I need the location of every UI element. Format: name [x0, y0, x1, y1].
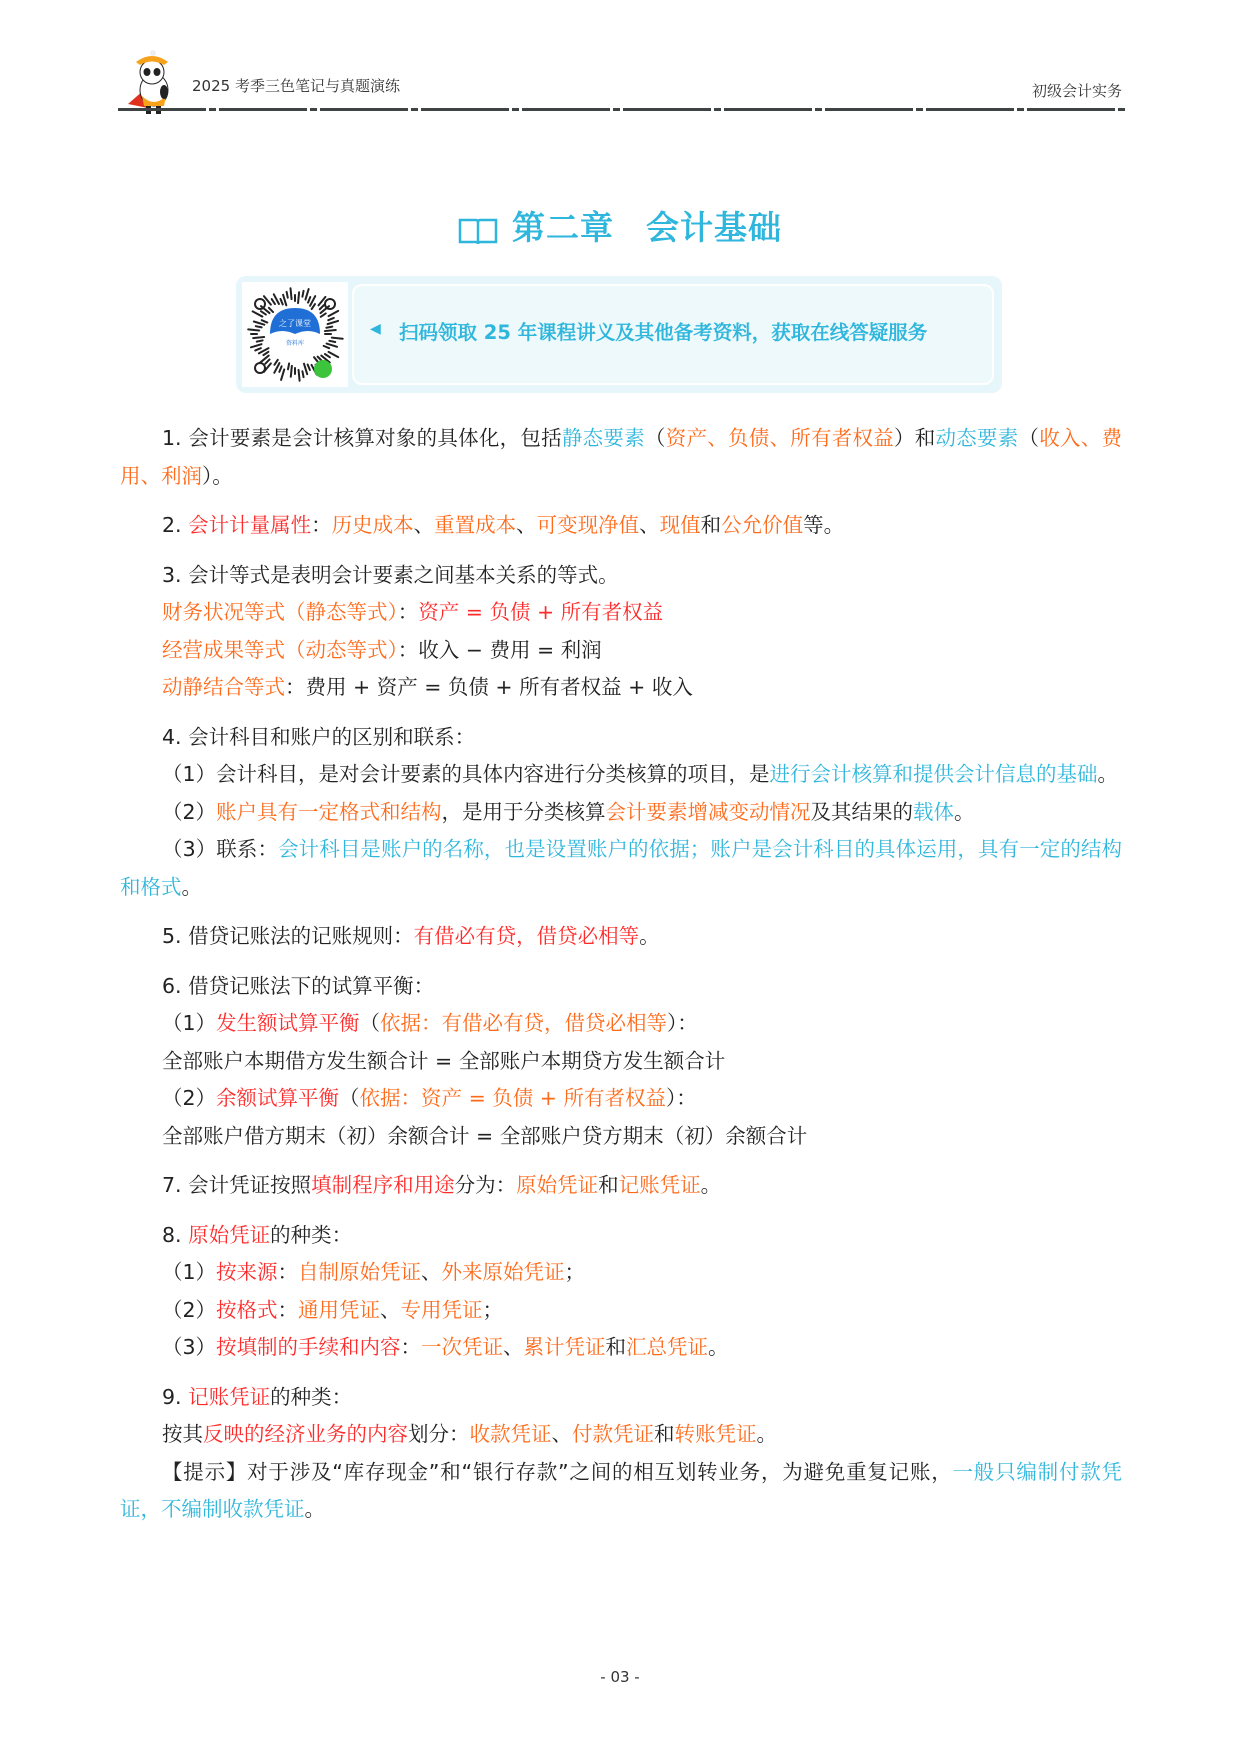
highlight-blue: 一般只编制付款凭证，不编制收款凭证 — [120, 1459, 1122, 1521]
paragraph — [120, 669, 1122, 707]
paragraph — [120, 1217, 1122, 1255]
text-segment: 。 — [700, 1173, 722, 1197]
paragraph — [120, 1329, 1122, 1367]
highlight-orange: 一次凭证 — [421, 1335, 504, 1359]
text-segment: （ — [1018, 426, 1040, 450]
qr-brand-label: 之了课堂 — [279, 319, 311, 328]
text-segment: 及其结果的 — [810, 799, 914, 824]
text-segment: 。 — [1097, 762, 1119, 786]
text-segment: ）： — [667, 1011, 698, 1035]
text-segment: 的种类： — [270, 1384, 353, 1409]
highlight-red: 会计计量属性 — [188, 513, 312, 537]
highlight-orange: 外来原始凭证 — [441, 1260, 565, 1284]
highlight-orange: 账户具有一定格式和结构 — [216, 799, 442, 824]
paragraph — [120, 794, 1122, 832]
highlight-orange: 自制原始凭证 — [298, 1260, 422, 1284]
arrow-left-icon: ◀ — [370, 321, 381, 337]
highlight-orange: 专用凭证 — [400, 1297, 483, 1322]
highlight-red: 反映的经济业务的内容 — [203, 1422, 408, 1446]
text-segment: 。 — [954, 799, 975, 824]
paragraph — [120, 756, 1122, 794]
open-book-icon — [458, 217, 498, 245]
text-segment: 【提示】对于涉及“库存现金”和“银行存款”之间的相互划转业务，为避免重复记账， — [162, 1459, 953, 1484]
text-segment: （2） — [162, 1297, 217, 1322]
text-segment: 9. — [162, 1384, 189, 1409]
text-segment: （2） — [162, 1086, 217, 1110]
text-segment: 、 — [516, 513, 537, 537]
highlight-orange: 重置成本 — [434, 513, 517, 537]
paragraph — [120, 1292, 1122, 1330]
text-segment: （1）会计科目，是对会计要素的具体内容进行分类核算的项目，是 — [162, 762, 770, 786]
header-divider — [118, 108, 1127, 111]
highlight-orange: 累计凭证 — [523, 1335, 606, 1359]
paragraph — [120, 1254, 1122, 1292]
highlight-orange: 付款凭证 — [572, 1422, 654, 1446]
highlight-blue: 静态要素 — [561, 426, 645, 450]
paragraph — [120, 1167, 1122, 1205]
paragraph — [120, 968, 1122, 1006]
highlight-red: 记账凭证 — [188, 1384, 271, 1409]
text-segment: 和 — [654, 1422, 675, 1446]
text-segment: ：收入 − 费用 = 利润 — [397, 637, 602, 662]
text-segment: 分为： — [454, 1173, 517, 1197]
highlight-orange: 现值 — [659, 513, 701, 537]
text-segment: 4. 会计科目和账户的区别和联系： — [162, 724, 476, 749]
highlight-blue: 动态要素 — [935, 426, 1019, 450]
text-segment: ： — [277, 1260, 299, 1284]
text-segment: ： — [400, 1335, 422, 1359]
highlight-red: 按填制的手续和内容 — [216, 1335, 401, 1359]
highlight-orange: 公允价值 — [721, 513, 804, 537]
text-segment: （ — [644, 426, 666, 450]
highlight-orange: 资产、负债、所有者权益 — [665, 426, 894, 450]
page-number: - 03 - — [600, 1668, 640, 1686]
highlight-orange: 收入、费用、利润 — [120, 426, 1123, 488]
text-segment: 7. 会计凭证按照 — [162, 1173, 312, 1197]
highlight-red: 填制程序和用途 — [311, 1173, 455, 1197]
paragraph — [120, 1080, 1122, 1118]
paragraph — [120, 918, 1122, 956]
highlight-orange: 收款凭证 — [469, 1422, 552, 1446]
text-segment: ）： — [665, 1086, 697, 1110]
text-segment: 等。 — [803, 513, 845, 537]
text-segment: ：费用 + 资产 = 负债 + 所有者权益 + 收入 — [285, 675, 693, 699]
text-segment: ）。 — [202, 463, 233, 488]
text-segment: 。 — [756, 1422, 777, 1446]
text-segment: 、 — [551, 1422, 572, 1446]
text-segment: 。 — [181, 874, 202, 899]
highlight-orange: 记账凭证 — [618, 1173, 701, 1197]
highlight-blue: 进行会计核算和提供会计信息的基础 — [769, 762, 1098, 786]
highlight-red: 原始凭证 — [188, 1222, 271, 1247]
highlight-red: 按格式 — [216, 1297, 278, 1322]
qr-promo-banner[interactable] — [236, 276, 1002, 393]
highlight-orange: 动静结合等式 — [162, 675, 285, 699]
highlight-orange: 汇总凭证 — [626, 1335, 709, 1359]
text-segment: 和 — [700, 513, 722, 537]
text-segment: 。 — [639, 924, 660, 948]
text-segment: （ — [339, 1086, 360, 1110]
paragraph — [120, 1454, 1122, 1529]
highlight-orange: 会计要素增减变动情况 — [605, 799, 811, 824]
text-segment: 。 — [304, 1497, 325, 1521]
text-segment: ； — [482, 1297, 504, 1322]
highlight-blue: 会计科目是账户的名称，也是设置账户的依据；账户是会计科目的具体运用，具有一定的结构和格式 — [120, 837, 1122, 899]
qr-code[interactable] — [242, 282, 348, 387]
highlight-red: 有借必有贷，借贷必相等 — [413, 924, 640, 948]
paragraph — [120, 1005, 1122, 1043]
paragraph — [120, 1379, 1122, 1417]
text-segment: 全部账户本期借方发生额合计 = 全部账户本期贷方发生额合计 — [162, 1048, 726, 1073]
text-segment: 按其 — [162, 1422, 203, 1446]
chapter-name: 会计基础 — [646, 208, 782, 247]
text-segment: 1. 会计要素是会计核算对象的具体化，包括 — [162, 426, 562, 450]
highlight-orange: 财务状况等式（静态等式） — [162, 600, 398, 624]
text-segment: （2） — [162, 799, 217, 824]
paragraph — [120, 1118, 1122, 1156]
text-segment: 、 — [639, 513, 660, 537]
paragraph — [120, 1416, 1122, 1454]
banner-text: 扫码领取 25 年课程讲义及其他备考资料，获取在线答疑服务 — [399, 321, 928, 344]
paragraph — [120, 420, 1122, 495]
highlight-orange: 可变现净值 — [536, 513, 640, 537]
highlight-orange: 通用凭证 — [298, 1297, 381, 1322]
highlight-orange: 原始凭证 — [516, 1173, 599, 1197]
text-segment: ： — [311, 513, 332, 537]
text-segment: 、 — [503, 1335, 524, 1359]
text-segment: 8. — [162, 1222, 189, 1247]
text-segment: 和 — [605, 1335, 627, 1359]
text-segment: ； — [564, 1260, 586, 1284]
chapter-number: 第二章 — [512, 208, 614, 247]
text-segment: （3）联系： — [162, 837, 279, 861]
subject-title: 初级会计实务 — [1031, 82, 1122, 100]
text-segment: 3. 会计等式是表明会计要素之间基本关系的等式。 — [162, 562, 619, 587]
highlight-blue: 载体 — [913, 799, 955, 824]
highlight-orange: 经营成果等式（动态等式） — [162, 637, 398, 662]
paragraph — [120, 594, 1122, 632]
paragraph — [120, 719, 1122, 757]
text-segment: ： — [277, 1297, 299, 1322]
paragraph — [120, 557, 1122, 595]
text-segment: （1） — [162, 1260, 217, 1284]
text-segment: 、 — [421, 1260, 442, 1284]
text-segment: （3） — [162, 1335, 217, 1359]
text-segment: 的种类： — [270, 1222, 353, 1247]
paragraph — [120, 1043, 1122, 1081]
highlight-red: 发生额试算平衡 — [216, 1011, 360, 1035]
qr-sub-label: 资料库 — [285, 340, 305, 347]
text-segment: （ — [359, 1011, 381, 1035]
highlight-red: 按来源 — [216, 1260, 278, 1284]
text-segment: （1） — [162, 1011, 217, 1035]
text-segment: 6. 借贷记账法下的试算平衡： — [162, 973, 435, 998]
chapter-title — [0, 202, 1240, 249]
paragraph — [120, 831, 1122, 906]
paragraph — [120, 507, 1122, 545]
text-segment: ： — [397, 600, 419, 624]
book-series-title: 2025 考季三色笔记与真题演练 — [192, 77, 400, 95]
highlight-orange: 历史成本 — [331, 513, 414, 537]
text-segment: ，是用于分类核算 — [441, 799, 606, 824]
highlight-red: 余额试算平衡 — [216, 1086, 340, 1110]
text-segment: 。 — [708, 1335, 729, 1359]
text-segment: 5. 借贷记账法的记账规则： — [162, 924, 414, 948]
text-segment: ）和 — [893, 426, 936, 450]
paragraph — [120, 632, 1122, 670]
text-segment: 、 — [413, 513, 435, 537]
text-segment: 和 — [598, 1173, 619, 1197]
qr-code-icon — [242, 282, 348, 387]
highlight-red: 资产 = 负债 + 所有者权益 — [418, 600, 664, 624]
text-segment: 2. — [162, 513, 189, 537]
highlight-orange: 依据：资产 = 负债 + 所有者权益 — [359, 1086, 666, 1110]
text-segment: 、 — [380, 1297, 401, 1322]
chapter-content — [120, 420, 1122, 1529]
highlight-orange: 转账凭证 — [674, 1422, 757, 1446]
highlight-orange: 依据：有借必有贷，借贷必相等 — [380, 1011, 668, 1035]
text-segment: 全部账户借方期末（初）余额合计 = 全部账户贷方期末（初）余额合计 — [162, 1123, 808, 1148]
text-segment: 划分： — [408, 1422, 470, 1446]
